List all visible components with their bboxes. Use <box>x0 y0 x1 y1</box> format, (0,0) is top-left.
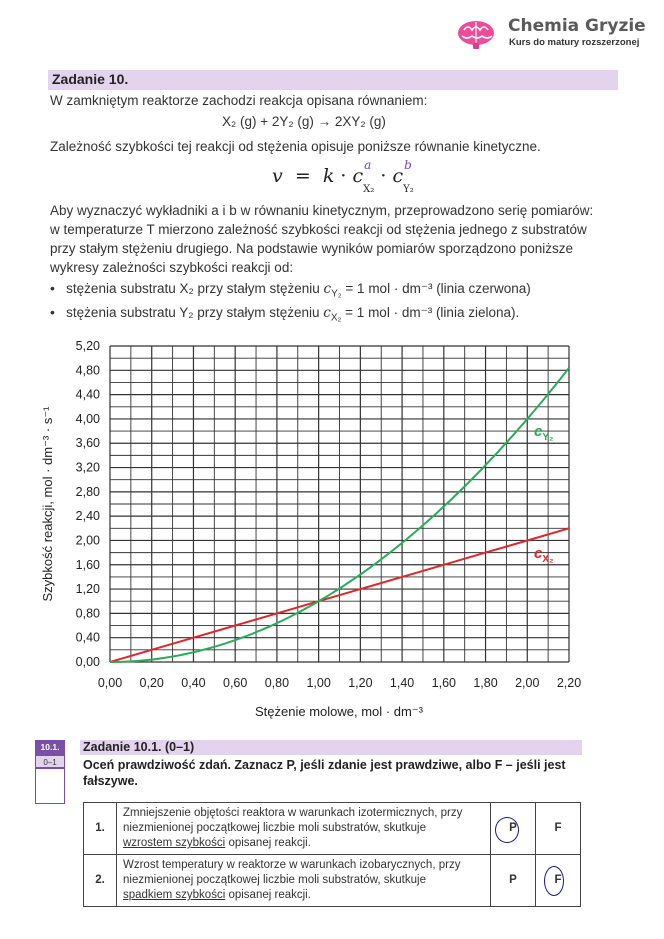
x-tick-label: 0,60 <box>223 676 248 690</box>
y-tick-label: 2,00 <box>75 533 100 548</box>
x-tick-label: 0,80 <box>264 676 290 690</box>
y-tick-label: 4,40 <box>75 387 100 402</box>
score-box[interactable] <box>35 768 65 804</box>
series-label-cY2: $c_{Y_2}$ <box>534 423 554 443</box>
reaction-equation: X₂ (g) + 2Y₂ (g) → 2XY₂ (g) <box>222 114 386 129</box>
selected-mark <box>495 817 519 843</box>
subtask-id: 10.1. <box>35 740 65 755</box>
x-tick-label: 1,80 <box>473 676 498 690</box>
x-tick-label: 0,40 <box>181 676 206 690</box>
true-false-table <box>83 802 581 907</box>
statement-text: Zmniejszenie objętości reaktora w warunkach izotermicznych, przy niezmienionej początkowej liczbie moli substratów, skutkuje wzrostem szybkości opisanej reakcji. <box>117 803 491 855</box>
kinetics-chart <box>0 330 664 730</box>
x-tick-label: 0,20 <box>139 676 164 690</box>
y-tick-label: 5,20 <box>75 339 100 353</box>
x-tick-label: 2,20 <box>556 676 582 690</box>
y-tick-label: 2,80 <box>75 484 100 499</box>
task-intro: W zamkniętym reaktorze zachodzi reakcja opisana równaniem: <box>50 93 428 108</box>
x-axis-ticks <box>98 676 581 690</box>
y-tick-label: 1,20 <box>75 582 100 597</box>
x-tick-label: 1,00 <box>306 676 331 690</box>
x-tick-label: 1,60 <box>431 676 456 690</box>
table-row <box>84 855 581 907</box>
option-f[interactable]: F <box>536 803 581 855</box>
x-tick-label: 0,00 <box>97 676 123 690</box>
x-axis-label: Stężenie molowe, mol · dm⁻³ <box>255 704 423 719</box>
y-axis-ticks <box>76 339 100 669</box>
task-paragraph: Aby wyznaczyć wykładniki a i b w równaniu kinetycznym, przeprowadzono serię pomiarów: w temperaturze T mierzono zależność szybkości reakcji od stężenia jednego z substratów przy stałym stężeniu drugiego. Na podstawie wyników pomiarów sporządzono poniższe wykresy zależności szybkości reakcji od: <box>50 203 594 275</box>
x-tick-label: 2,00 <box>515 676 540 690</box>
option-p[interactable]: P <box>491 855 536 907</box>
kinetic-intro: Zależność szybkości tej reakcji od stężenia opisuje poniższe równanie kinetyczne. <box>50 139 541 154</box>
row-number: 2. <box>84 855 117 907</box>
y-tick-label: 3,20 <box>75 460 100 475</box>
option-p[interactable]: P <box>491 803 536 855</box>
bullet-item: • stężenia substratu Y₂ przy stałym stężeniu $c_{X_2} = 1$ mol · dm⁻³ (linia zielona). <box>50 304 520 324</box>
brand-subtitle: Kurs do matury rozszerzonej <box>509 37 640 48</box>
row-number: 1. <box>84 803 117 855</box>
option-f[interactable]: F <box>536 855 581 907</box>
statement-text: Wzrost temperatury w reaktorze w warunkach izobarycznych, przy niezmienionej początkowej liczbie moli substratów, skutkuje spadkiem szybkości opisanej reakcji. <box>117 855 491 907</box>
y-tick-label: 1,60 <box>75 557 100 572</box>
bullet-item: • stężenia substratu X₂ przy stałym stężeniu $c_{Y_2} = 1$ mol · dm⁻³ (linia czerwona) <box>50 280 531 300</box>
chart-grid <box>110 346 569 662</box>
y-tick-label: 2,40 <box>75 509 100 524</box>
x-tick-label: 1,40 <box>389 676 415 690</box>
subtask-title: Zadanie 10.1. (0–1) <box>83 740 195 754</box>
brain-icon <box>456 18 496 50</box>
y-tick-label: 0,00 <box>75 655 100 669</box>
y-tick-label: 4,00 <box>75 411 100 426</box>
x-tick-label: 1,20 <box>348 676 373 690</box>
y-axis-label: Szybkość reakcji, mol · dm⁻³ · s⁻¹ <box>40 406 55 602</box>
brand-name: Chemia Gryzie <box>508 16 646 36</box>
y-tick-label: 0,40 <box>75 630 100 645</box>
selected-mark <box>544 866 564 896</box>
series-label-cX2: $c_{X_2}$ <box>534 545 554 565</box>
subtask-instruction: Oceń prawdziwość zdań. Zaznacz P, jeśli zdanie jest prawdziwe, albo F – jeśli jest fałszywe. <box>83 758 566 788</box>
task-title: Zadanie 10. <box>52 71 129 87</box>
y-tick-label: 0,80 <box>75 606 100 621</box>
y-tick-label: 3,60 <box>75 436 100 451</box>
kinetic-equation: v = k · c a $_{X_2}$ · c b $_{Y_2}$ <box>272 158 414 195</box>
y-tick-label: 4,80 <box>75 363 100 378</box>
subtask-points: 0–1 <box>35 755 65 768</box>
table-row <box>84 803 581 855</box>
task-title-bar <box>48 70 618 90</box>
